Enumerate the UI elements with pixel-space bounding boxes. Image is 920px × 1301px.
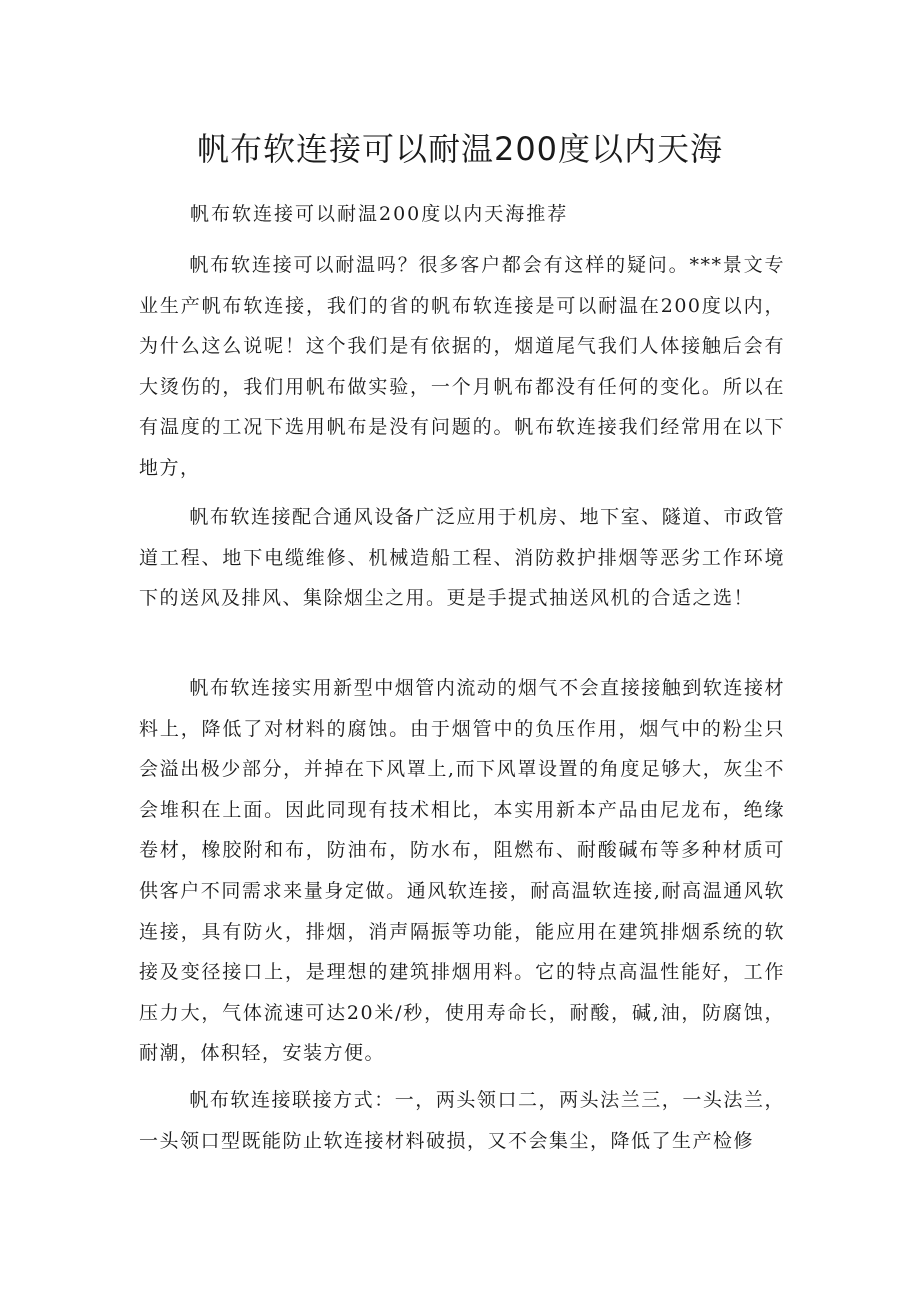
paragraph-applications: 帆布软连接配合通风设备广泛应用于机房、地下室、隧道、市政管道工程、地下电缆维修、机械造船工程、消防救护排烟等恶劣工作环境下的送风及排风、集除烟尘之用。更是手提式抽送风机的合适之选！ [139, 506, 785, 610]
document-title: 帆布软连接可以耐温200度以内天海 [196, 130, 724, 168]
paragraph-connection-methods: 帆布软连接联接方式：一，两头领口二，两头法兰三，一头法兰，一头领口型既能防止软连接材料破损，又不会集尘，降低了生产检修 [139, 1089, 785, 1152]
paragraph-materials-features: 帆布软连接实用新型中烟管内流动的烟气不会直接接触到软连接材料上，降低了对材料的腐蚀。由于烟管中的负压作用，烟气中的粉尘只会溢出极少部分，并掉在下风罩上,而下风罩设置的角度足够大，灰尘不会堆积在上面。因此同现有技术相比，本实用新本产品由尼龙布，绝缘卷材，橡胶附和布，防油布，防水布，阻燃布、耐酸碱布等多种材质可供客户不同需求来量身定做。通风软连接，耐高温软连接,耐高温通风软连接，具有防火，排烟，消声隔振等功能，能应用在建筑排烟系统的软接及变径接口上，是理想的建筑排烟用料。它的特点高温性能好，工作压力大，气体流速可达20米/秒，使用寿命长，耐酸，碱,油，防腐蚀，耐潮，体积轻，安装方便。 [139, 677, 785, 1065]
document-subtitle: 帆布软连接可以耐温200度以内天海推荐 [190, 203, 569, 225]
paragraph-temperature-resistance: 帆布软连接可以耐温吗？很多客户都会有这样的疑问。***景文专业生产帆布软连接，我们的省的帆布软连接是可以耐温在200度以内，为什么这么说呢！这个我们是有依据的，烟道尾气我们人体接触后会有大烫伤的，我们用帆布做实验，一个月帆布都没有任何的变化。所以在有温度的工况下选用帆布是没有问题的。帆布软连接我们经常用在以下地方， [139, 254, 785, 479]
